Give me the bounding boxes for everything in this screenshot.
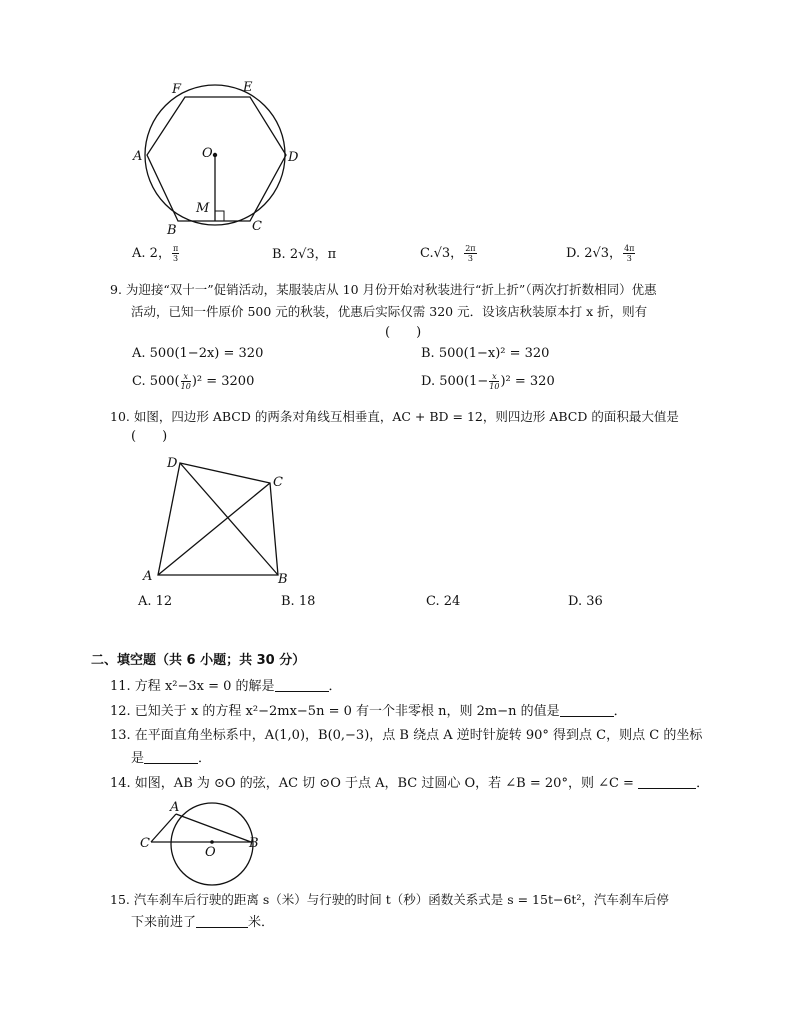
label-b: B bbox=[167, 223, 177, 237]
label-b: B bbox=[249, 836, 259, 851]
label-c: C bbox=[140, 836, 150, 851]
q13-line-2: 是 ． bbox=[131, 751, 212, 766]
q9-option-c: C. 500( $\frac{x}{10}$ )² = 3200 bbox=[132, 372, 255, 391]
q10-option-c: C. 24 bbox=[426, 594, 461, 609]
chord-ab bbox=[176, 814, 251, 842]
q15-line-1: 15. 汽车刹车后行驶的距离 s（米）与行驶的时间 t（秒）函数关系式是 s = 15t−6t²，汽车刹车后停 bbox=[110, 892, 669, 907]
diagonal-bd bbox=[180, 463, 278, 575]
label-a: A bbox=[143, 569, 153, 584]
section-title: 二、填空题（共 6 小题；共 30 分） bbox=[91, 653, 306, 668]
quadrilateral-abcd bbox=[158, 463, 278, 575]
q10-option-d: D. 36 bbox=[568, 594, 603, 609]
label-c: C bbox=[252, 219, 262, 234]
label-e: E bbox=[243, 80, 253, 95]
q14-answer-blank[interactable] bbox=[638, 776, 696, 789]
q10-answer-paren: ( ) bbox=[131, 429, 168, 444]
q13-line-1: 13. 在平面直角坐标系中，A(1,0)，B(0,−3)，点 B 绕点 A 逆时针旋转 90° 得到点 C，则点 C 的坐标 bbox=[110, 728, 703, 743]
q9-line-2: 活动，已知一件原价 500 元的秋装，优惠后实际仅需 320 元．设该店秋装原本打 x 折，则有 bbox=[131, 304, 648, 319]
q12-line: 12. 已知关于 x 的方程 x²−2mx−5n = 0 有一个非零根 n，则 2m−n 的值是 ． bbox=[110, 704, 627, 719]
diagonal-ac bbox=[158, 483, 270, 575]
label-a: A bbox=[170, 800, 180, 815]
q11-line: 11. 方程 x²−3x = 0 的解是 ． bbox=[110, 679, 342, 694]
label-d: D bbox=[167, 456, 178, 471]
label-c: C bbox=[273, 475, 283, 490]
q12-answer-blank[interactable] bbox=[560, 704, 614, 717]
q10-option-a: A. 12 bbox=[138, 594, 173, 609]
q11-answer-blank[interactable] bbox=[275, 679, 329, 692]
q15-answer-blank[interactable] bbox=[196, 915, 248, 928]
label-b: B bbox=[278, 572, 288, 585]
label-o: O bbox=[205, 845, 216, 860]
q8-option-b: B. 2√3，π bbox=[272, 247, 337, 262]
q8-option-a: A. 2， $\frac{\pi}{3}$ bbox=[132, 244, 179, 263]
q9-option-d: D. 500(1− $\frac{x}{10}$ )² = 320 bbox=[421, 372, 555, 391]
right-angle-mark bbox=[215, 211, 224, 221]
circle-tangent-figure bbox=[136, 796, 266, 886]
regular-hexagon bbox=[147, 97, 286, 221]
q8-option-d: D. 2√3， $\frac{4\pi}{3}$ bbox=[566, 244, 635, 263]
q14-line: 14. 如图，AB 为 ⊙O 的弦，AC 切 ⊙O 于点 A，BC 过圆心 O，若 ∠B = 20°，则 ∠C = ． bbox=[110, 776, 710, 791]
q8-option-c: C.√3， $\frac{2\pi}{3}$ bbox=[420, 244, 476, 263]
q15-line-2: 下来前进了 米． bbox=[131, 915, 275, 930]
label-m: M bbox=[196, 201, 210, 216]
q10-option-b: B. 18 bbox=[281, 594, 316, 609]
q9-answer-paren: ( ) bbox=[385, 325, 422, 340]
q9-line-1: 9. 为迎接“双十一”促销活动，某服装店从 10 月份开始对秋装进行“折上折”（两次打折数相同）优惠 bbox=[110, 282, 657, 297]
center-point bbox=[213, 153, 217, 157]
label-o: O bbox=[202, 146, 213, 161]
q9-option-a: A. 500(1−2x) = 320 bbox=[132, 346, 264, 361]
hexagon-circle-figure bbox=[130, 75, 310, 237]
label-a: A bbox=[133, 149, 143, 164]
label-f: F bbox=[172, 82, 182, 97]
circle-o bbox=[171, 803, 253, 885]
q13-answer-blank[interactable] bbox=[144, 751, 198, 764]
q9-option-b: B. 500(1−x)² = 320 bbox=[421, 346, 550, 361]
center-point bbox=[210, 840, 214, 844]
tangent-ac bbox=[151, 814, 176, 842]
q10-line-1: 10. 如图，四边形 ABCD 的两条对角线互相垂直，AC + BD = 12，则四边形 ABCD 的面积最大值是 bbox=[110, 409, 679, 424]
quadrilateral-figure bbox=[140, 450, 295, 585]
label-d: D bbox=[288, 150, 299, 165]
